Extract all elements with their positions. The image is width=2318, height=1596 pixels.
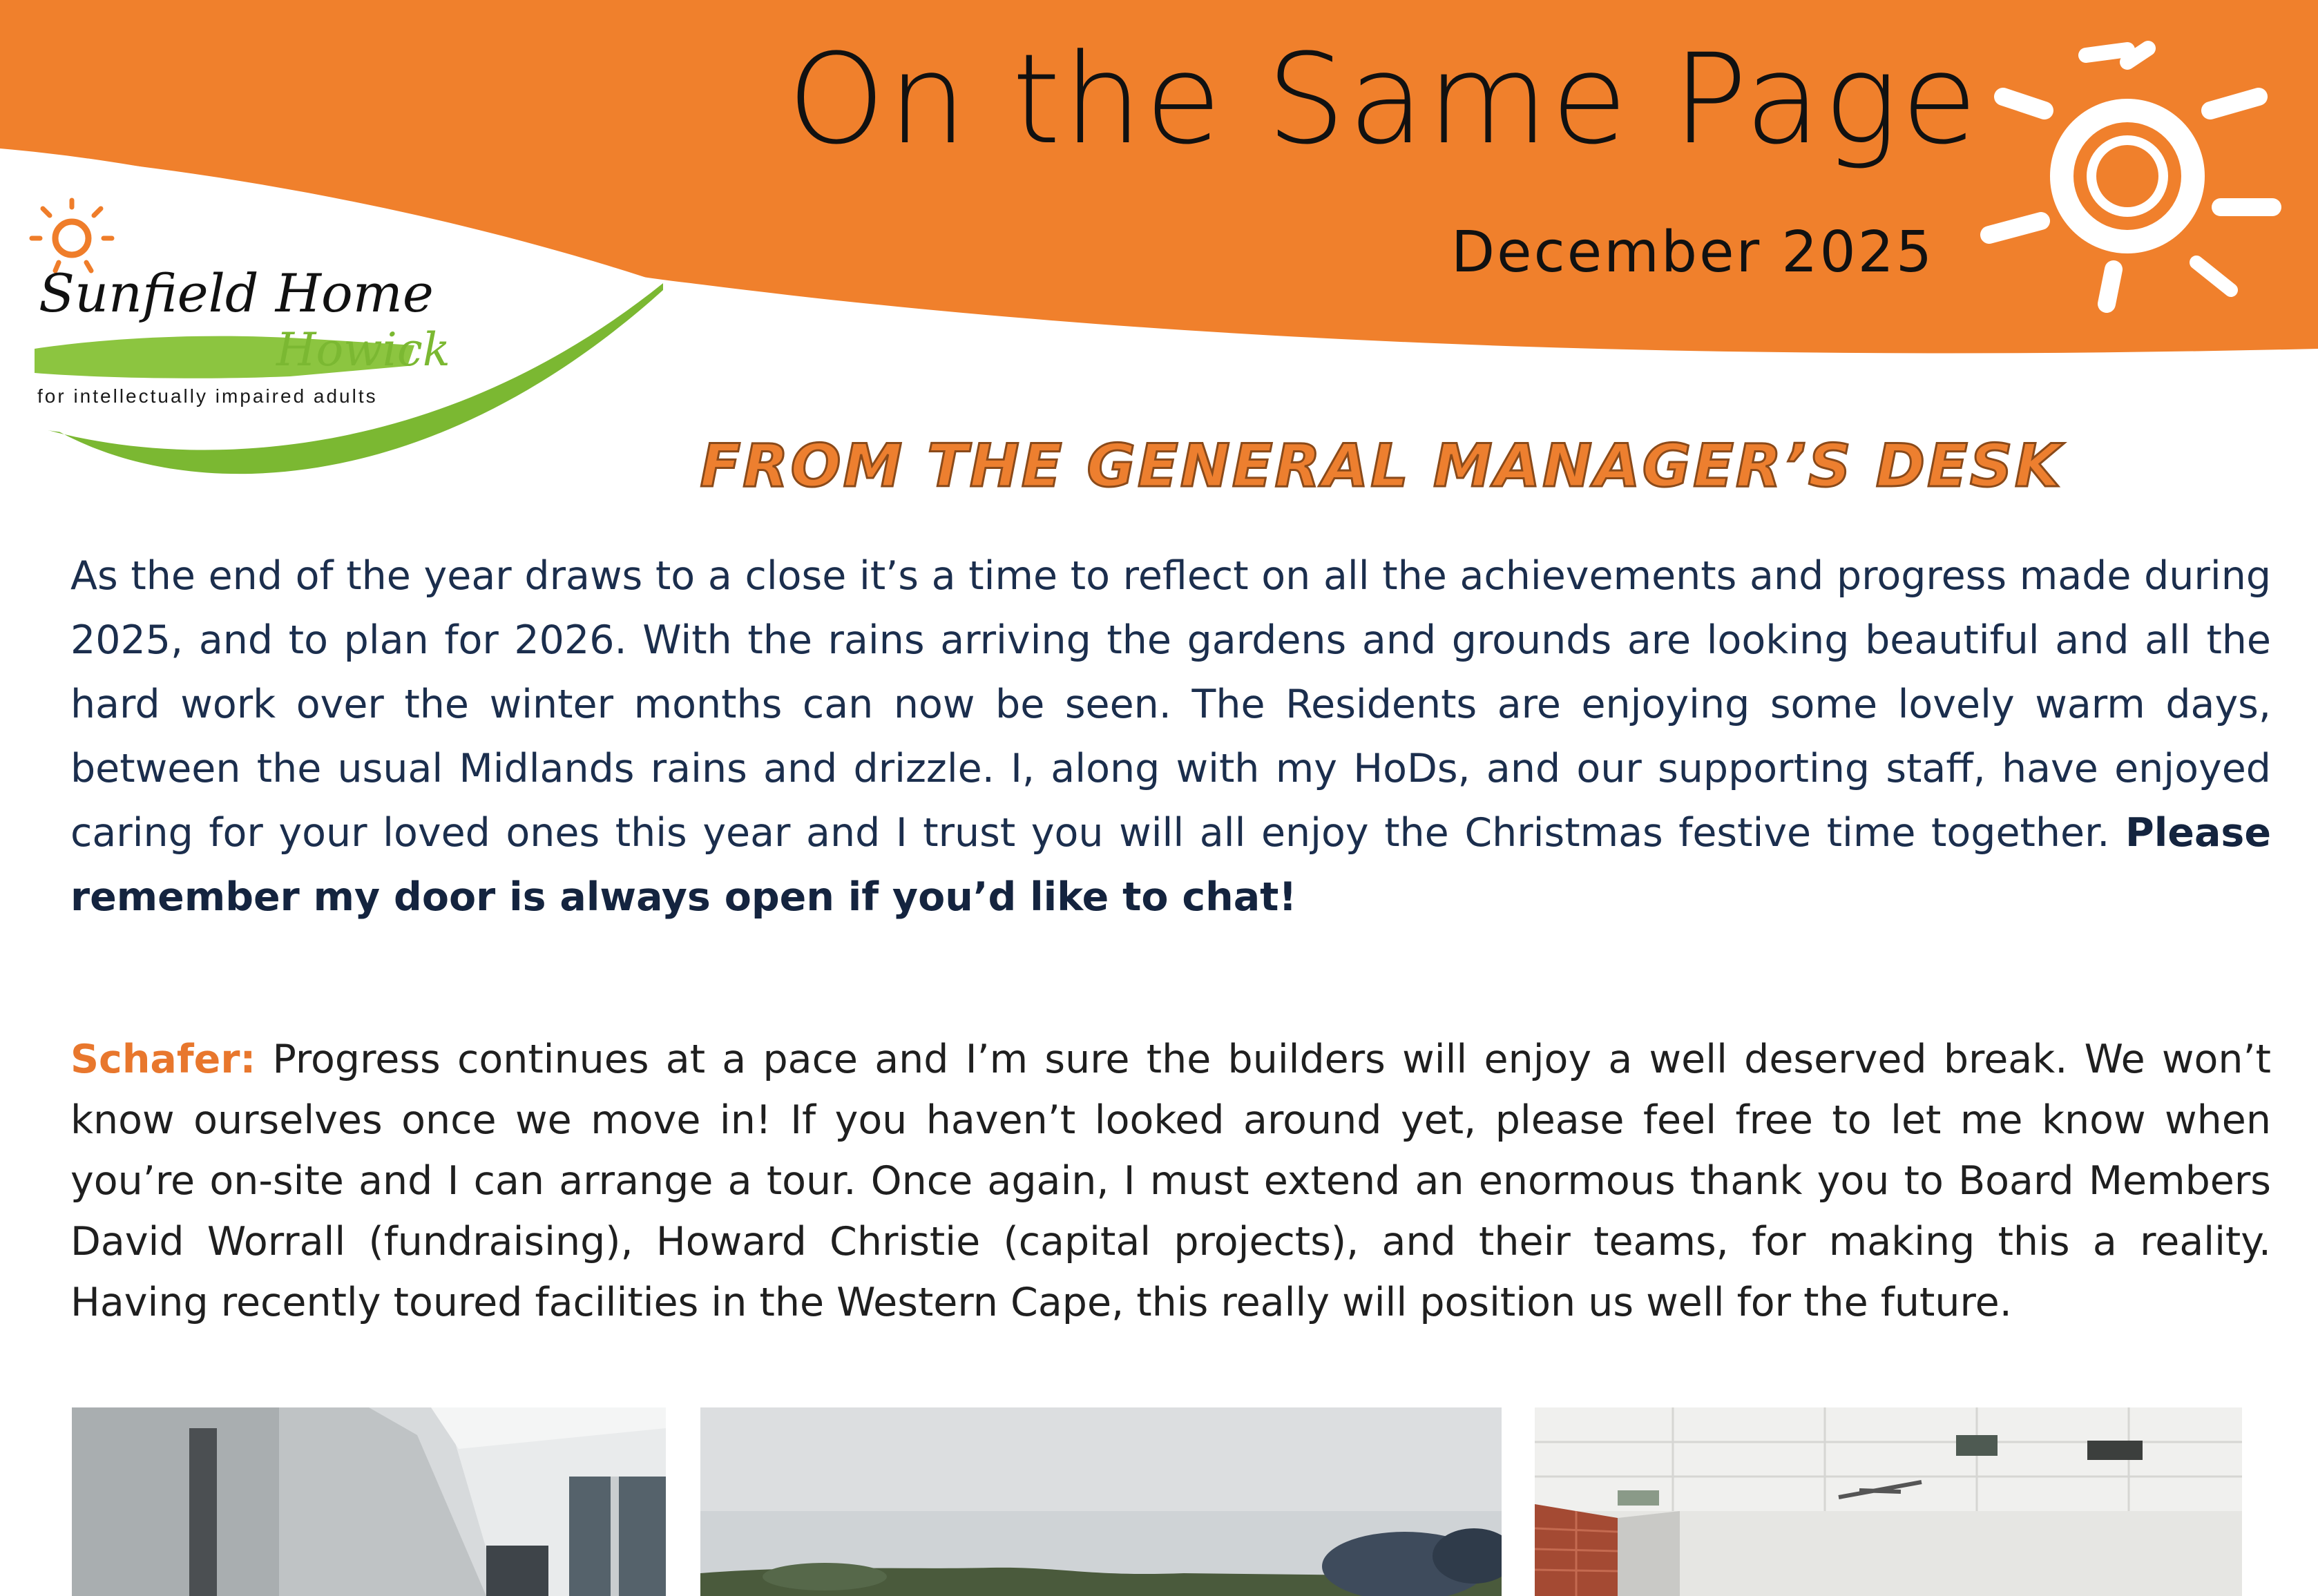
- intro-text: As the end of the year draws to a close it’s a time to reflect on all the achievements and progress made during 2025, and to plan for 2026. With the rains arriving the gardens and grounds are looking beautiful and all the hard work over the winter months can now be seen. The Residents are enjoying some lovely warm days, between the usual Midlands rains and drizzle. I, along with my HoDs, and our supporting staff, have enjoyed caring for your loved ones this year and I trust you will all enjoy the Christmas festive time together.: [70, 553, 2271, 856]
- photo-grounds: [700, 1407, 1502, 1596]
- schafer-text: Progress continues at a pace and I’m sure the builders will enjoy a well deserved break. We won’t know ourselves once we move in! If you haven’t looked around yet, please feel free to let me know when you’re on-site and I can arrange a tour. Once again, I must extend an enormous thank you to Board Members David Worrall (fundraising), Howard Christie (capital projects), and their teams, for making this a reality. Having recently toured facilities in the Western Cape, this really will position us well for the future.: [70, 1037, 2271, 1325]
- intro-paragraph: [70, 544, 2271, 930]
- issue-date: December 2025: [1451, 220, 1934, 285]
- logo-name: Sunfield Home: [39, 262, 434, 324]
- logo-town: Howick: [276, 323, 450, 376]
- section-heading: FROM THE GENERAL MANAGER’S DESK: [700, 432, 2063, 501]
- photo-walkway: [72, 1407, 666, 1596]
- logo-tagline: for intellectually impaired adults: [37, 385, 378, 407]
- schafer-label: Schafer:: [70, 1037, 256, 1082]
- intro-bold-text: Please remember my door is always open if you’d like to chat!: [70, 810, 2271, 920]
- newsletter-title: On the Same Page: [787, 28, 1980, 172]
- photo-interior: [1535, 1407, 2242, 1596]
- schafer-paragraph: [70, 1029, 2271, 1333]
